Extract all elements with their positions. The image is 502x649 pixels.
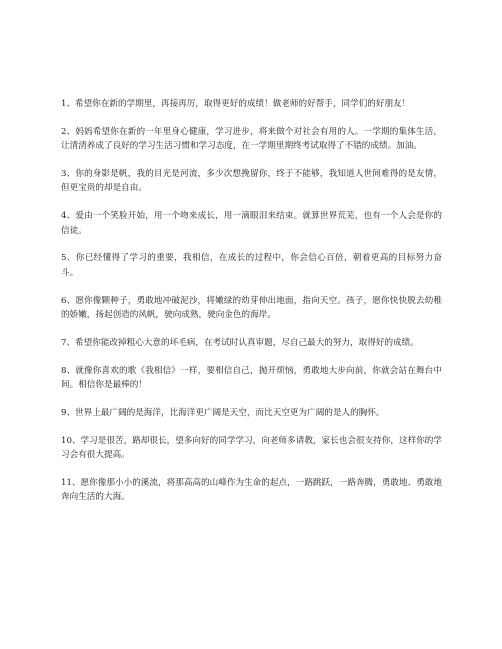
paragraph-6: 6、愿你像颗种子，勇敢地冲破泥沙，将嫩绿的幼芽伸出地面，指向天空。孩子，愿你快快脱去幼稚的娇嫩，扬起创造的风帆，驶向成熟，驶向金色的海岸。 [61, 295, 442, 321]
paragraph-8: 8、就像你喜欢的歌《我相信》一样，要相信自己，抛开烦恼，勇敢地大步向前，你就会站在舞台中间。相信你是最棒的！ [61, 365, 442, 391]
paragraph-5: 5、你已经懂得了学习的重要，我相信，在成长的过程中，你会信心百倍，朝着更高的目标努力奋斗。 [61, 253, 442, 278]
paragraph-4: 4、爱由一个笑脸开始，用一个吻来成长，用一滴眼泪来结束。就算世界荒芜，也有一个人会是你的信徒。 [61, 211, 442, 236]
paragraph-1: 1、希望你在新的学期里，再接再厉，取得更好的成绩！做老师的好帮手，同学们的好朋友！ [61, 99, 411, 109]
document-body [61, 97, 442, 518]
paragraph-7: 7、希望你能改掉粗心大意的坏毛病，在考试时认真审题，尽自己最大的努力，取得好的成绩。 [61, 337, 419, 348]
paragraph-9: 9、世界上最广阔的是海洋，比海洋更广阔是天空，而比天空更为广阔的是人的胸怀。 [61, 407, 385, 418]
paragraph-11: 11、愿你像那小小的溪流，将那高高的山峰作为生命的起点，一路跳跃，一路奔腾，勇敢地、勇敢地奔向生活的大海。 [61, 477, 442, 503]
paragraph-2: 2、妈妈希望你在新的一年里身心健康，学习进步，将来做个对社会有用的人。一学期的集体生活，让清清养成了良好的学习生活习惯和学习态度，在一学期里期终考试取得了不错的成绩。加油。 [61, 126, 442, 152]
paragraph-10: 10、学习是很苦，路却很长，望多向好的同学学习，向老师多请教，家长也会很支持你，这样你的学习会有很大提高。 [61, 435, 442, 461]
paragraph-3: 3、你的身影是帆，我的目光是河流，多少次想挽留你，终于不能够，我知道人世间难得的是友情，但更宝贵的却是自由。 [61, 169, 442, 194]
